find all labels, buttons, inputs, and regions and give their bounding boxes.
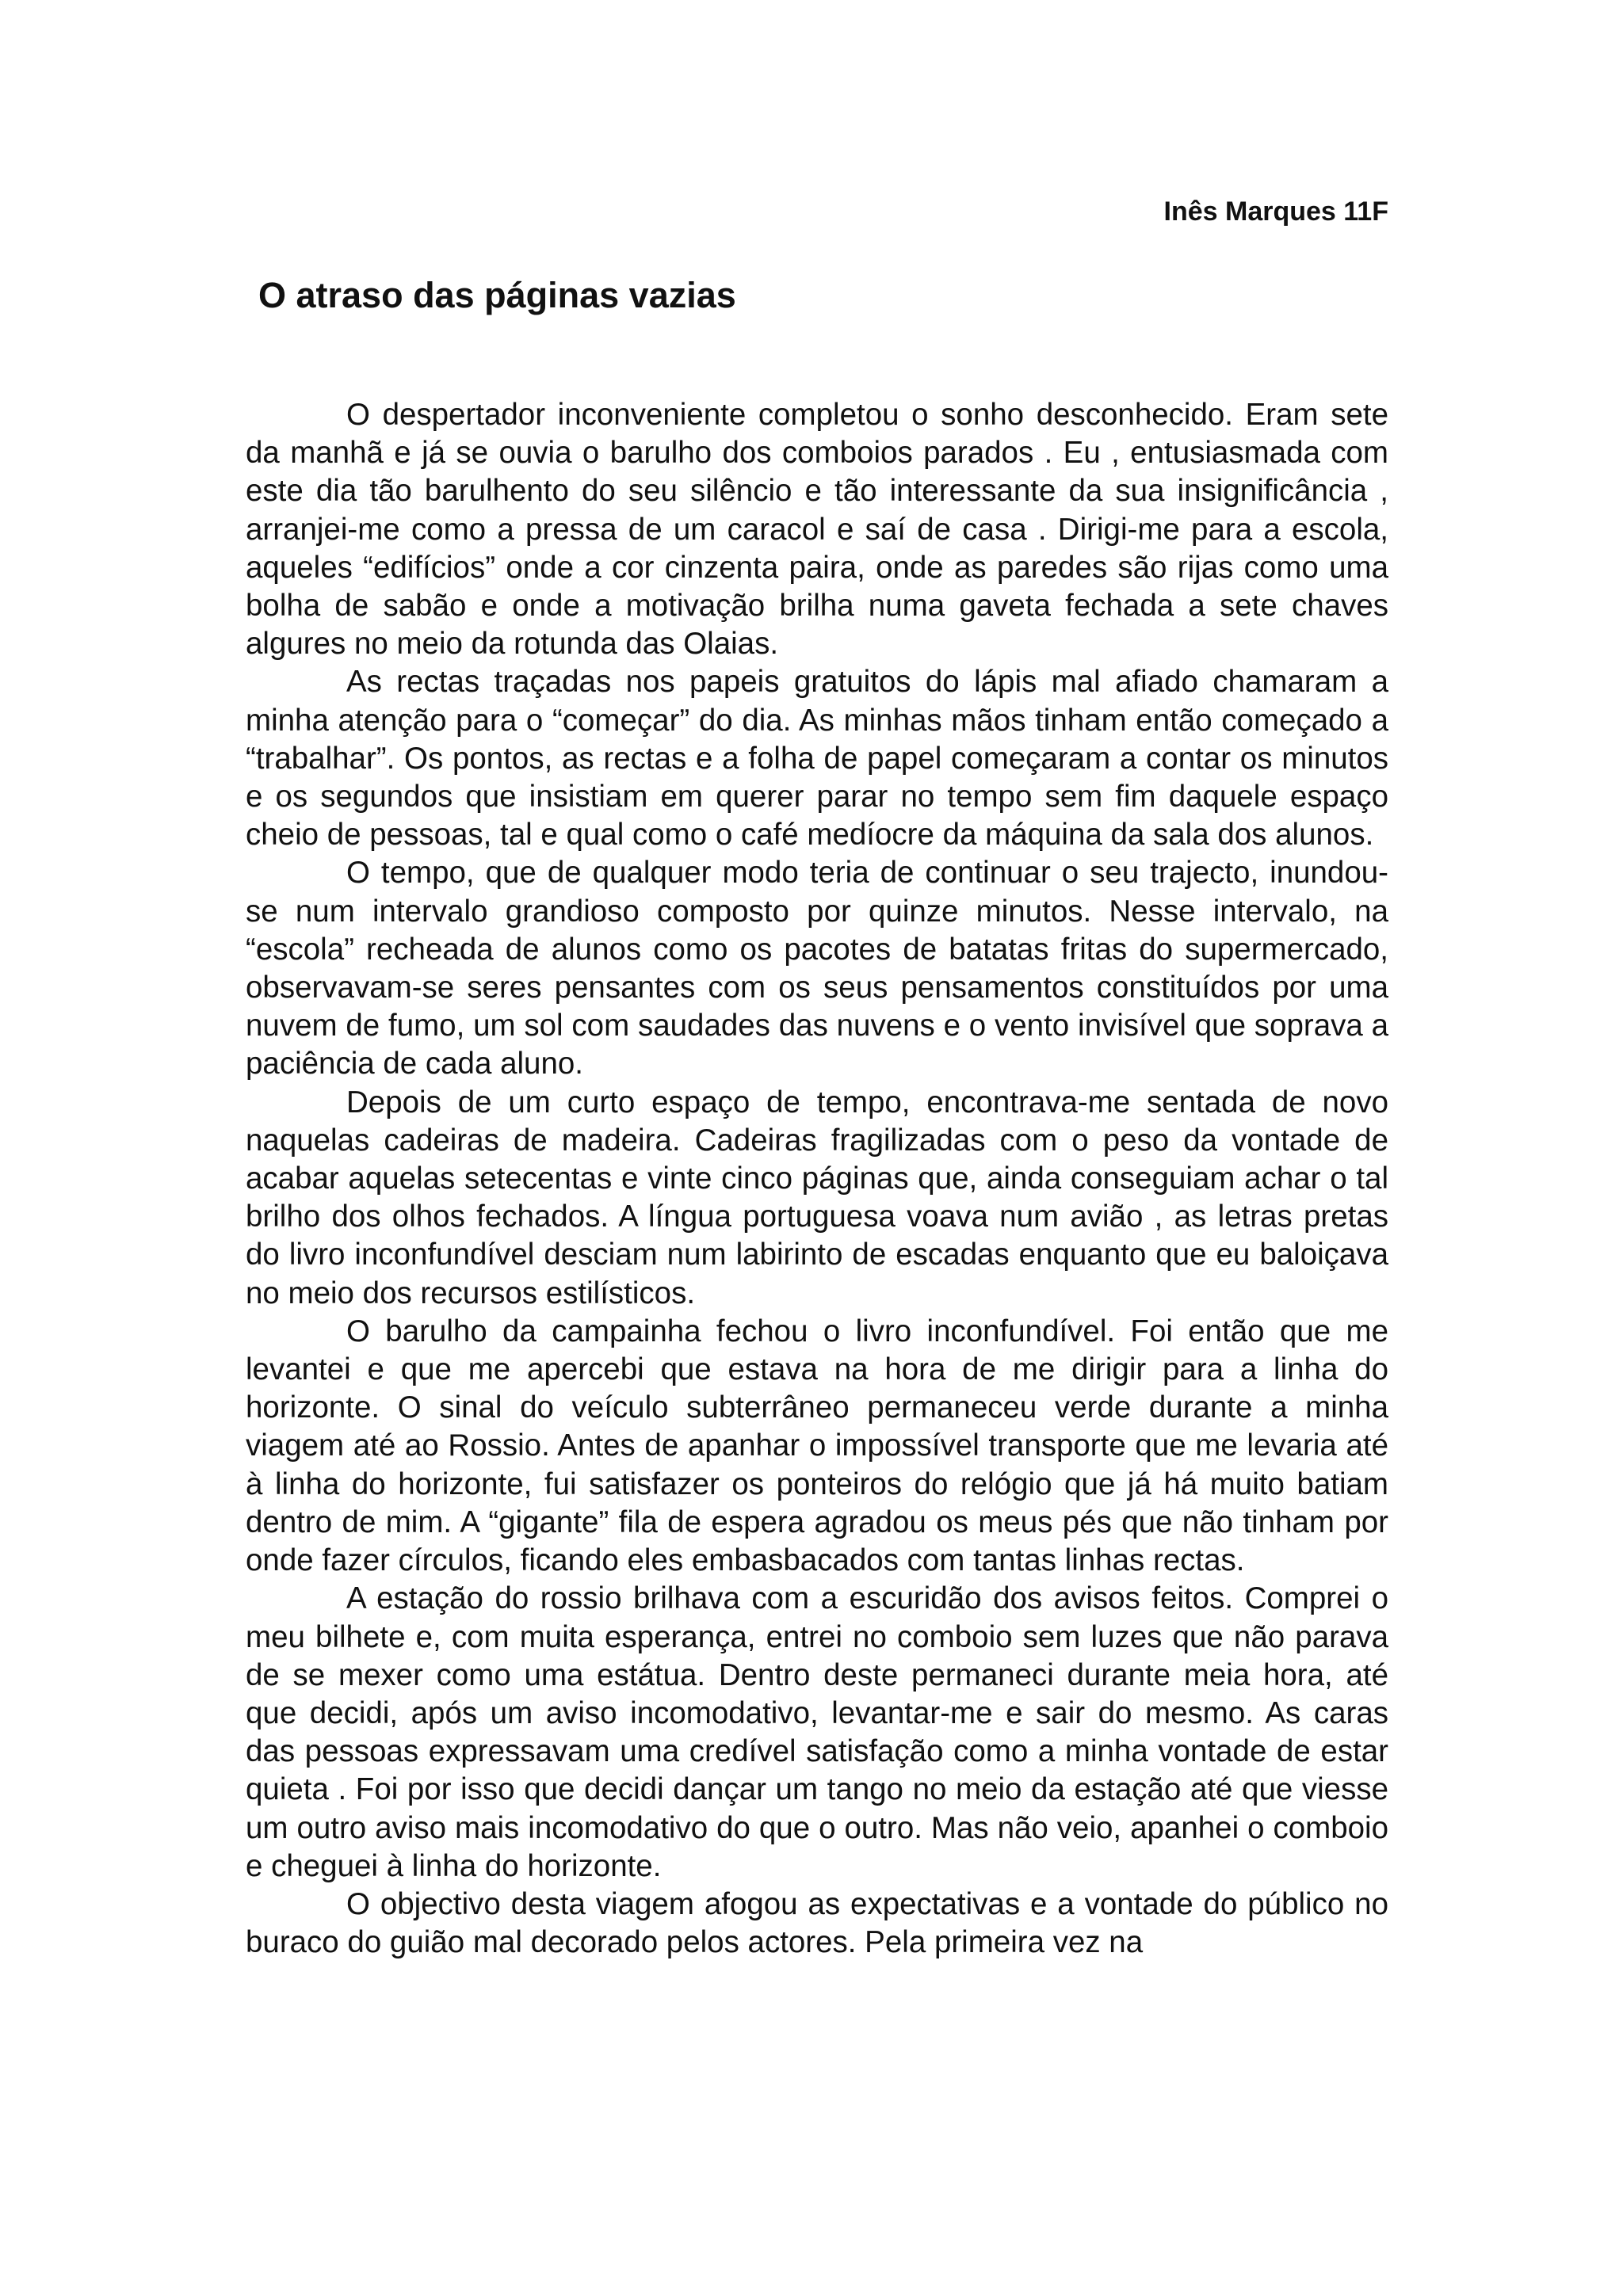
author-line: Inês Marques 11F (1163, 196, 1388, 227)
paragraph-1: O despertador inconveniente completou o sonho desconhecido. Eram sete da manhã e já se ouvia o barulho dos comboios parados . Eu , entusiasmada com este dia tão barulhento do seu silêncio e tão interessante da sua insignificância , arranjei-me como a pressa de um caracol e saí de casa . Dirigi-me para a escola, aqueles “edifícios” onde a cor cinzenta paira, onde as paredes são rijas como uma bolha de sabão e onde a motivação brilha numa gaveta fechada a sete chaves algures no meio da rotunda das Olaias. (246, 398, 1388, 662)
paragraph-2: As rectas traçadas nos papeis gratuitos do lápis mal afiado chamaram a minha atenção para o “começar” do dia. As minhas mãos tinham então começado a “trabalhar”. Os pontos, as rectas e a folha de papel começaram a contar os minutos e os segundos que insistiam em querer parar no tempo sem fim daquele espaço cheio de pessoas, tal e qual como o café medíocre da máquina da sala dos alunos. (246, 665, 1388, 852)
document-body (246, 396, 1388, 1962)
paragraph-5: O barulho da campainha fechou o livro inconfundível. Foi então que me levantei e que me apercebi que estava na hora de me dirigir para a linha do horizonte. O sinal do veículo subterrâneo permaneceu verde durante a minha viagem até ao Rossio. Antes de apanhar o impossível transporte que me levaria até à linha do horizonte, fui satisfazer os ponteiros do relógio que já há muito batiam dentro de mim. A “gigante” fila de espera agradou os meus pés que não tinham por onde fazer círculos, ficando eles embasbacados com tantas linhas rectas. (246, 1314, 1388, 1578)
document-title: O atraso das páginas vazias (258, 275, 736, 315)
paragraph-4: Depois de um curto espaço de tempo, encontrava-me sentada de novo naquelas cadeiras de madeira. Cadeiras fragilizadas com o peso da vontade de acabar aquelas setecentas e vinte cinco páginas que, ainda conseguiam achar o tal brilho dos olhos fechados. A língua portuguesa voava num avião , as letras pretas do livro inconfundível desciam num labirinto de escadas enquanto que eu baloiçava no meio dos recursos estilísticos. (246, 1085, 1388, 1310)
paragraph-6: A estação do rossio brilhava com a escuridão dos avisos feitos. Comprei o meu bilhete e, com muita esperança, entrei no comboio sem luzes que não parava de se mexer como uma estátua. Dentro deste permaneci durante meia hora, até que decidi, após um aviso incomodativo, levantar-me e sair do mesmo. As caras das pessoas expressavam uma credível satisfação como a minha vontade de estar quieta . Foi por isso que decidi dançar um tango no meio da estação até que viesse um outro aviso mais incomodativo do que o outro. Mas não veio, apanhei o comboio e cheguei à linha do horizonte. (246, 1581, 1388, 1883)
paragraph-3: O tempo, que de qualquer modo teria de continuar o seu trajecto, inundou-se num intervalo grandioso composto por quinze minutos. Nesse intervalo, na “escola” recheada de alunos como os pacotes de batatas fritas do supermercado, observavam-se seres pensantes com os seus pensamentos constituídos por uma nuvem de fumo, um sol com saudades das nuvens e o vento invisível que soprava a paciência de cada aluno. (246, 856, 1388, 1081)
paragraph-7: O objectivo desta viagem afogou as expectativas e a vontade do público no buraco do guião mal decorado pelos actores. Pela primeira vez na (246, 1886, 1388, 1960)
